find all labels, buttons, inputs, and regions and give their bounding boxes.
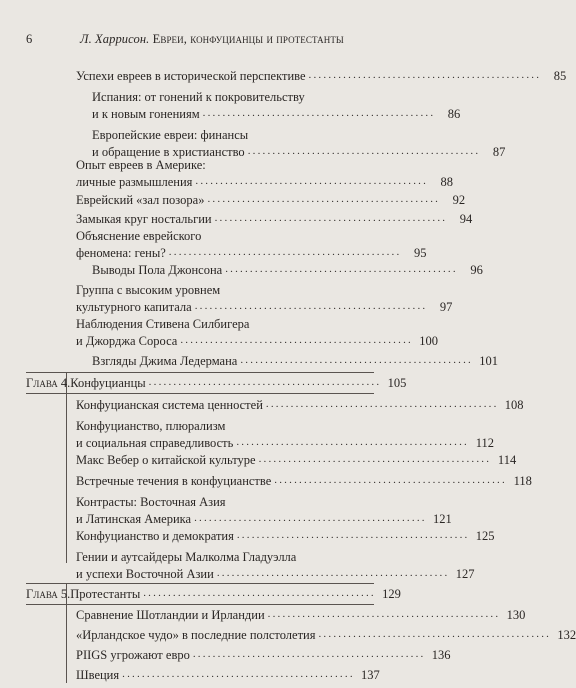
running-title-author: Л. Харрисон. <box>80 32 150 46</box>
page-number: 6 <box>26 32 33 46</box>
toc-entry-title-cont: культурного капитала <box>76 299 192 314</box>
leader-dots: ............................................... <box>148 376 382 388</box>
leader-dots: ............................................... <box>214 212 448 224</box>
toc-page-number: 108 <box>504 398 524 412</box>
toc-entry <box>92 262 483 279</box>
toc-entry-title: Макс Вебер о китайской культуре <box>76 453 256 467</box>
toc-entry-title: PIIGS угрожают евро <box>76 648 190 662</box>
leader-dots: ............................................... <box>240 354 473 366</box>
toc-entry-title: Конфуцианская система ценностей <box>76 398 263 412</box>
leader-dots: ............................................... <box>202 106 436 119</box>
toc-entry-title: Выводы Пола Джонсона <box>92 263 223 277</box>
toc-entry-title-cont: и социальная справедливость <box>76 435 234 450</box>
toc-page-number: 121 <box>432 511 452 526</box>
toc-page-number: 130 <box>506 608 526 622</box>
toc-entry-title: «Ирландское чудо» в последние полстолетия <box>76 628 316 642</box>
leader-dots: ............................................... <box>247 144 481 157</box>
toc-entry <box>76 158 454 190</box>
chapter-label: Глава 4. <box>26 376 71 390</box>
toc-entry-title: Объяснение еврейского <box>76 229 202 243</box>
toc-page-number: 118 <box>513 474 532 488</box>
leader-dots: ............................................... <box>236 529 470 541</box>
toc-page-number: 105 <box>387 376 407 390</box>
toc-entry <box>76 550 475 582</box>
toc-entry-title: Группа с высоким уровнем <box>76 283 221 297</box>
toc-page-number: 94 <box>459 212 473 226</box>
leader-dots: ............................................... <box>195 174 429 187</box>
toc-entry <box>76 452 517 469</box>
toc-entry <box>92 90 461 122</box>
toc-entry-title: Успехи евреев в исторической перспективе <box>76 69 306 83</box>
toc-entry-title-cont: и обращение в христианство <box>92 144 245 159</box>
toc-entry-title: Взгляды Джима Ледермана <box>92 354 238 368</box>
toc-page-number: 95 <box>413 245 427 260</box>
toc-entry <box>76 283 453 315</box>
toc-entry <box>76 317 438 349</box>
toc-entry-title: Гении и аутсайдеры Малколма Гладуэлла <box>76 550 297 564</box>
toc-entry <box>92 128 506 160</box>
leader-dots: ............................................... <box>258 453 492 465</box>
toc-page-number: 127 <box>455 566 475 581</box>
chapter-divider <box>26 583 374 584</box>
leader-dots: ............................................... <box>274 474 507 486</box>
toc-entry <box>76 68 567 85</box>
chapter-entry <box>26 586 401 603</box>
toc-page-number: 86 <box>447 106 461 121</box>
toc-entry-title: Наблюдения Стивена Силбигера <box>76 317 250 331</box>
toc-entry-title: Встречные течения в конфуцианстве <box>76 474 272 488</box>
toc-entry-title-cont: и Латинская Америка <box>76 511 192 526</box>
toc-page-number: 136 <box>431 648 451 662</box>
chapter-entry <box>26 375 407 392</box>
toc-entry <box>92 353 498 370</box>
toc-entry <box>76 647 451 664</box>
toc-page-number: 88 <box>440 174 454 189</box>
leader-dots: ............................................... <box>143 587 376 599</box>
toc-entry <box>76 211 473 228</box>
leader-dots: ............................................... <box>216 566 450 579</box>
running-title-book: Евреи, конфуцианцы и протестанты <box>152 32 344 46</box>
chapter-title: Протестанты <box>70 587 141 601</box>
toc-page-number: 125 <box>475 529 495 543</box>
toc-entry-title: Сравнение Шотландии и Ирландии <box>76 608 265 622</box>
toc-page-number: 101 <box>479 354 498 368</box>
toc-page-number: 129 <box>382 587 401 601</box>
toc-entry <box>76 528 495 545</box>
toc-page-number: 87 <box>492 144 506 159</box>
toc-entry-title: Опыт евреев в Америке: <box>76 158 206 172</box>
toc-entry <box>76 607 526 624</box>
toc-page-number: 132 <box>557 628 576 642</box>
leader-dots: ............................................... <box>308 69 542 81</box>
leader-dots: ............................................... <box>194 299 428 312</box>
toc-entry-title-cont: и успехи Восточной Азии <box>76 566 214 581</box>
toc-entry-title: Конфуцианство и демократия <box>76 529 234 543</box>
toc-page-number: 112 <box>475 435 494 450</box>
leader-dots: ............................................... <box>318 628 552 640</box>
leader-dots: ............................................... <box>236 435 469 448</box>
toc-page-number: 96 <box>470 263 483 277</box>
toc-entry-title-cont: феномена: гены? <box>76 245 166 260</box>
toc-entry-title: Еврейский «зал позора» <box>76 193 205 207</box>
toc-entry-title: Замыкая круг ностальгии <box>76 212 212 226</box>
toc-page-number: 92 <box>452 193 466 207</box>
toc-page-number: 114 <box>497 453 517 467</box>
toc-entry-title: Контрасты: Восточная Азия <box>76 495 226 509</box>
chapter-label: Глава 5. <box>26 587 71 601</box>
chapter-divider <box>26 372 374 373</box>
toc-entry-title-cont: и Джорджа Сороса <box>76 333 178 348</box>
toc-entry-title: Конфуцианство, плюрализм <box>76 419 226 433</box>
toc-entry-title: Испания: от гонений к покровительству <box>92 90 305 104</box>
toc-entry <box>76 667 380 684</box>
leader-dots: ............................................... <box>122 668 355 680</box>
leader-dots: ............................................... <box>194 511 427 524</box>
leader-dots: ............................................... <box>168 245 402 258</box>
chapter-title: Конфуцианцы <box>70 376 146 390</box>
leader-dots: ............................................... <box>265 398 499 410</box>
toc-entry-title-cont: личные размышления <box>76 174 193 189</box>
leader-dots: ............................................... <box>225 263 458 275</box>
toc-page-number: 85 <box>553 69 567 83</box>
toc-page-number: 137 <box>361 668 380 682</box>
toc-entry <box>76 397 524 414</box>
toc-page-number: 100 <box>419 333 438 348</box>
leader-dots: ............................................... <box>207 193 441 205</box>
toc-entry <box>76 473 532 490</box>
chapter-divider <box>26 604 374 605</box>
chapter-divider-vertical <box>66 372 67 563</box>
leader-dots: ............................................... <box>267 608 501 620</box>
chapter-divider <box>26 393 374 394</box>
toc-page-number: 97 <box>439 299 453 314</box>
toc-entry <box>76 192 466 209</box>
toc-entry <box>76 419 494 451</box>
toc-entry <box>76 627 576 644</box>
leader-dots: ............................................... <box>180 333 413 346</box>
leader-dots: ............................................... <box>192 648 426 660</box>
toc-entry <box>76 495 452 527</box>
toc-entry-title: Швеция <box>76 668 120 682</box>
toc-entry <box>76 229 427 261</box>
toc-entry-title-cont: и к новым гонениям <box>92 106 200 121</box>
toc-entry-title: Европейские евреи: финансы <box>92 128 249 142</box>
